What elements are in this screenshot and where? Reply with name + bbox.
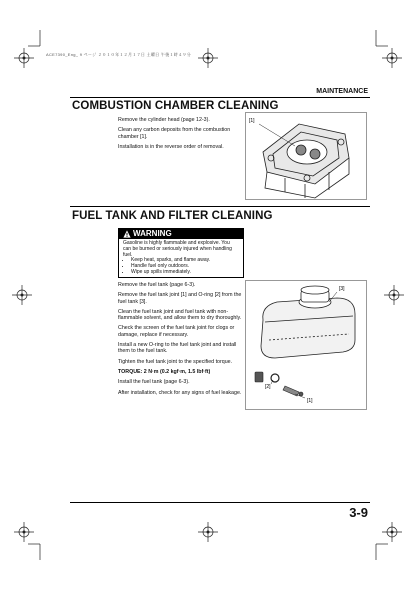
fuel-tank-steps — [118, 282, 242, 400]
warning-header — [119, 229, 243, 239]
print-job-header: ACE7390_Eng_ 9 ページ ２０１０年１２月１７日 土曜日 午後１時４９分 — [46, 52, 191, 57]
combustion-chamber-illustration — [245, 112, 367, 200]
header-rule — [70, 97, 370, 98]
warning-box — [118, 228, 244, 278]
step-text: Installation is in the reverse order of removal. — [118, 143, 224, 150]
footer-rule — [70, 502, 370, 503]
step-text: Tighten the fuel tank joint to the specified torque. — [118, 358, 233, 365]
callout-label: [3] — [339, 286, 345, 292]
warning-bullet: • Keep heat, sparks, and flame away. — [131, 258, 239, 264]
torque-spec: TORQUE: 2 N·m (0.2 kgf·m, 1.5 lbf·ft) — [118, 368, 211, 375]
step-text: Check the screen of the fuel tank joint for clogs or damage, replace if necessary. — [118, 325, 235, 338]
combustion-steps — [118, 117, 242, 154]
callout-label: [1] — [249, 118, 255, 124]
fuel-tank-illustration — [245, 280, 367, 410]
step-text: Clean the fuel tank joint and fuel tank with non-flammable solvent, and allow them to dry thoroughly. — [118, 308, 242, 322]
step-text: Clean any carbon deposits from the combustion chamber [1]. — [118, 127, 231, 140]
section2-rule — [70, 206, 370, 207]
warning-text: Gasoline is highly flammable and explosive. You can be burned or seriously injured when handling fuel. — [123, 240, 232, 258]
section-title-combustion-chamber: COMBUSTION CHAMBER CLEANING — [72, 100, 279, 112]
step-text: Install a new O-ring to the fuel tank joint and install them to the fuel tank. — [118, 342, 237, 355]
warning-bullet: • Handle fuel only outdoors. — [131, 264, 239, 270]
callout-label: [1] — [307, 398, 313, 404]
warning-label: WARNING — [133, 229, 172, 238]
section-title-fuel-tank: FUEL TANK AND FILTER CLEANING — [72, 210, 273, 222]
step-text: After installation, check for any signs of fuel leakage. — [118, 389, 242, 396]
step-text: Remove the fuel tank (page 6-3). — [118, 282, 196, 288]
warning-bullets — [123, 258, 239, 275]
step-text: Install the fuel tank (page 6-3). — [118, 379, 190, 386]
callout-label: [2] — [265, 384, 271, 390]
warning-bullet: • Wipe up spills immediately. — [131, 270, 239, 276]
warning-body — [119, 239, 243, 278]
step-text: Remove the cylinder head (page 12-3). — [118, 117, 210, 123]
page-number: 3-9 — [349, 505, 368, 520]
step-text: Remove the fuel tank joint [1] and O-ring [2] from the fuel tank [3]. — [118, 292, 242, 305]
warning-triangle-icon — [123, 230, 131, 238]
section-label: MAINTENANCE — [316, 88, 368, 95]
